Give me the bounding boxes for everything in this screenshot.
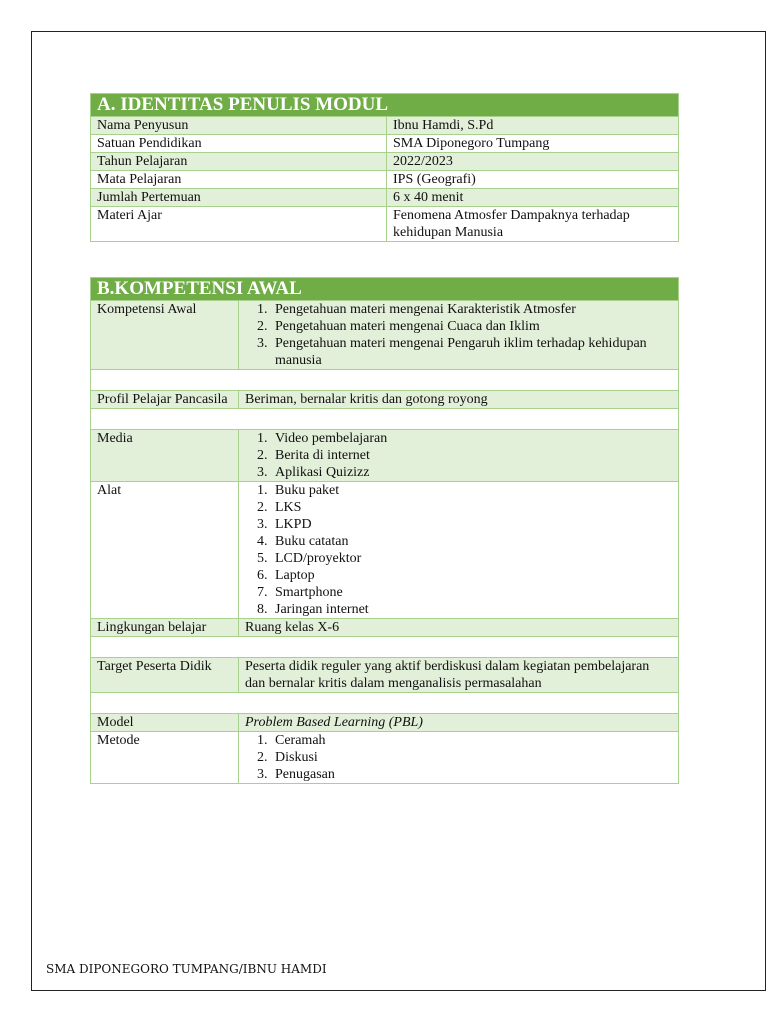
list-item: 1. Video pembelajaran bbox=[271, 430, 672, 447]
row-value bbox=[239, 732, 679, 784]
list-item: 3. Aplikasi Quizizz bbox=[271, 464, 672, 481]
alat-list bbox=[245, 482, 672, 618]
section-a-title: A. IDENTITAS PENULIS MODUL bbox=[91, 94, 679, 117]
list-item: 7. Smartphone bbox=[271, 584, 672, 601]
row-label: Model bbox=[91, 714, 239, 732]
table-row bbox=[91, 301, 679, 370]
row-value: Peserta didik reguler yang aktif berdiskusi dalam kegiatan pembelajaran dan bernalar kritis dalam menganalisis permasalahan bbox=[239, 658, 679, 693]
list-item: 2. Berita di internet bbox=[271, 447, 672, 464]
row-label: Metode bbox=[91, 732, 239, 784]
list-item: 3. Penugasan bbox=[271, 766, 672, 783]
spacer-row bbox=[91, 370, 679, 391]
row-label: Mata Pelajaran bbox=[91, 171, 387, 189]
list-item: 2. Pengetahuan materi mengenai Cuaca dan Iklim bbox=[271, 318, 672, 335]
row-value: IPS (Geografi) bbox=[387, 171, 679, 189]
metode-list bbox=[245, 732, 672, 783]
row-value: Problem Based Learning (PBL) bbox=[239, 714, 679, 732]
table-row bbox=[91, 135, 679, 153]
spacer-row bbox=[91, 637, 679, 658]
row-value: Fenomena Atmosfer Dampaknya terhadap kehidupan Manusia bbox=[387, 207, 679, 242]
row-label: Target Peserta Didik bbox=[91, 658, 239, 693]
table-row bbox=[91, 714, 679, 732]
row-label: Nama Penyusun bbox=[91, 117, 387, 135]
table-row bbox=[91, 482, 679, 619]
table-row bbox=[91, 430, 679, 482]
table-row bbox=[91, 171, 679, 189]
row-value bbox=[239, 482, 679, 619]
list-item: 1. Buku paket bbox=[271, 482, 672, 499]
row-value: SMA Diponegoro Tumpang bbox=[387, 135, 679, 153]
list-item: 4. Buku catatan bbox=[271, 533, 672, 550]
row-value: Ruang kelas X-6 bbox=[239, 619, 679, 637]
identitas-header-row bbox=[91, 94, 679, 117]
row-label: Satuan Pendidikan bbox=[91, 135, 387, 153]
row-label: Media bbox=[91, 430, 239, 482]
row-label: Lingkungan belajar bbox=[91, 619, 239, 637]
identitas-table bbox=[90, 93, 679, 242]
table-row bbox=[91, 117, 679, 135]
table-row bbox=[91, 189, 679, 207]
kompetensi-header-row bbox=[91, 278, 679, 301]
row-value: Ibnu Hamdi, S.Pd bbox=[387, 117, 679, 135]
list-item: 2. Diskusi bbox=[271, 749, 672, 766]
table-row bbox=[91, 619, 679, 637]
spacer-row bbox=[91, 409, 679, 430]
list-item: 3. Pengetahuan materi mengenai Pengaruh iklim terhadap kehidupan manusia bbox=[271, 335, 672, 369]
list-item: 5. LCD/proyektor bbox=[271, 550, 672, 567]
section-b-title: B.KOMPETENSI AWAL bbox=[91, 278, 679, 301]
page-footer: SMA DIPONEGORO TUMPANG/IBNU HAMDI bbox=[46, 962, 327, 976]
row-value: Beriman, bernalar kritis dan gotong royong bbox=[239, 391, 679, 409]
table-row bbox=[91, 391, 679, 409]
row-label: Materi Ajar bbox=[91, 207, 387, 242]
kompetensi-list bbox=[245, 301, 672, 369]
row-label: Tahun Pelajaran bbox=[91, 153, 387, 171]
kompetensi-table bbox=[90, 277, 679, 784]
row-value bbox=[239, 430, 679, 482]
spacer-row bbox=[91, 693, 679, 714]
row-label: Jumlah Pertemuan bbox=[91, 189, 387, 207]
row-label: Kompetensi Awal bbox=[91, 301, 239, 370]
row-value: 6 x 40 menit bbox=[387, 189, 679, 207]
row-value: 2022/2023 bbox=[387, 153, 679, 171]
table-row bbox=[91, 658, 679, 693]
list-item: 2. LKS bbox=[271, 499, 672, 516]
table-row bbox=[91, 207, 679, 242]
list-item: 8. Jaringan internet bbox=[271, 601, 672, 618]
table-row bbox=[91, 153, 679, 171]
list-item: 1. Ceramah bbox=[271, 732, 672, 749]
media-list bbox=[245, 430, 672, 481]
row-label: Profil Pelajar Pancasila bbox=[91, 391, 239, 409]
list-item: 3. LKPD bbox=[271, 516, 672, 533]
row-value bbox=[239, 301, 679, 370]
row-label: Alat bbox=[91, 482, 239, 619]
list-item: 6. Laptop bbox=[271, 567, 672, 584]
list-item: 1. Pengetahuan materi mengenai Karakteristik Atmosfer bbox=[271, 301, 672, 318]
table-row bbox=[91, 732, 679, 784]
